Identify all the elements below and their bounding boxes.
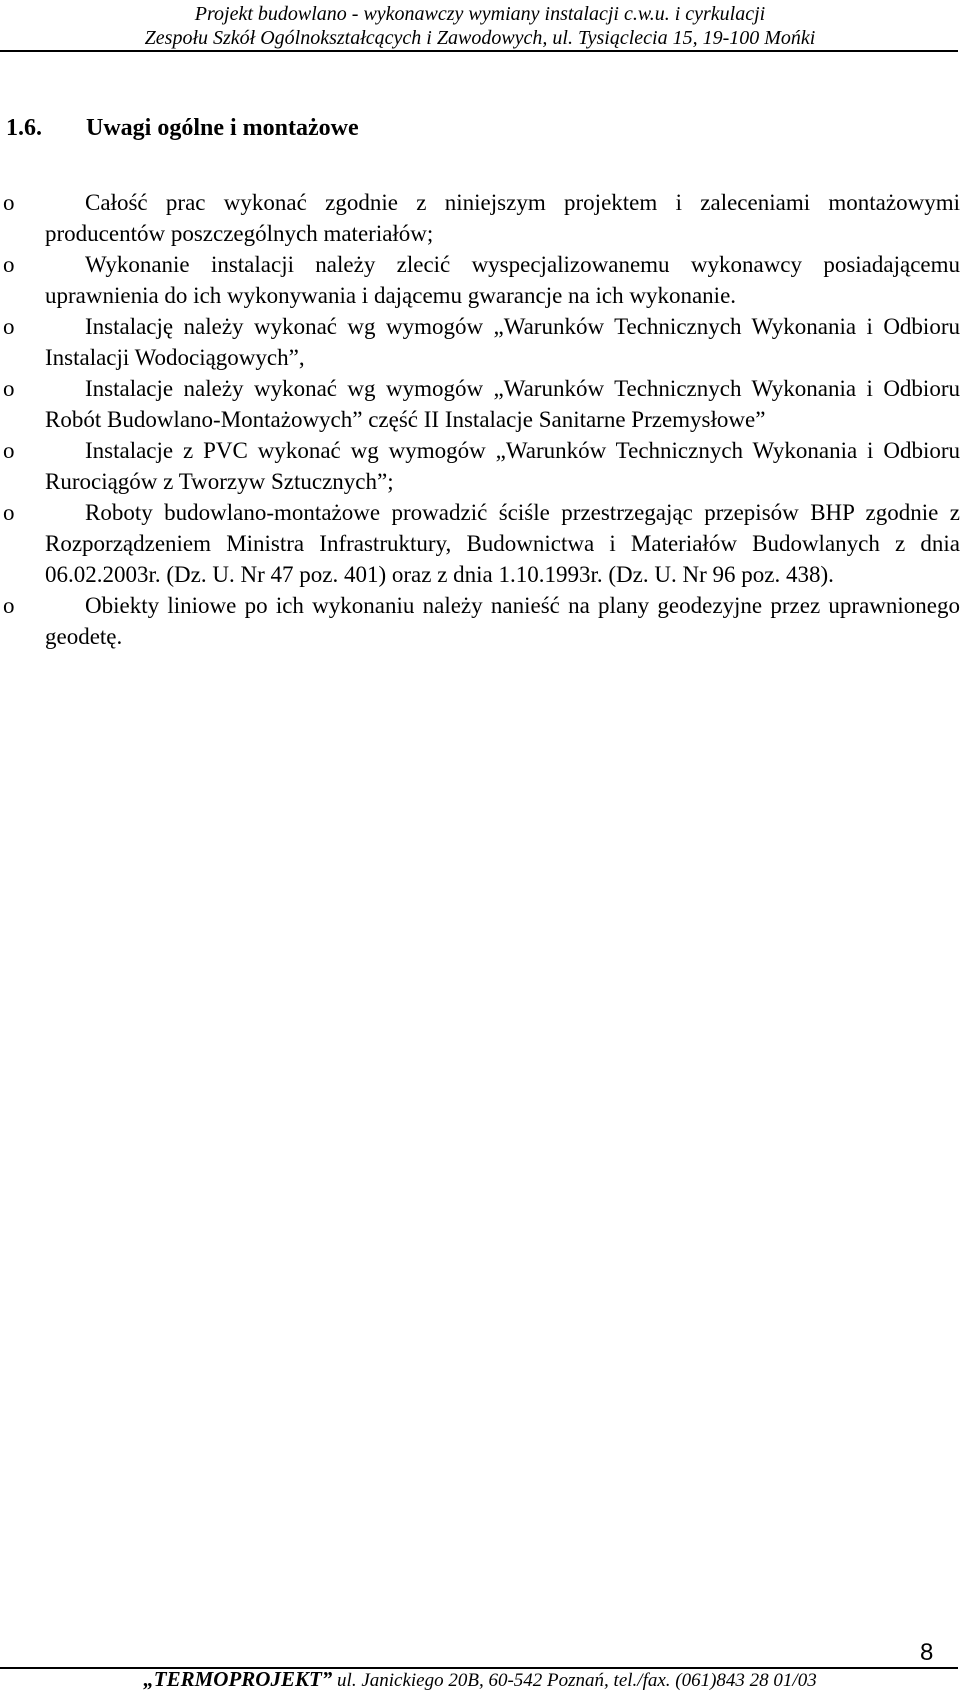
page-number: 8 <box>920 1639 934 1666</box>
footer-address: ul. Janickiego 20B, 60-542 Poznań, tel./fax. (061)843 28 01/03 <box>332 1670 817 1691</box>
list-item <box>0 435 960 497</box>
remark-text: Roboty budowlano-montażowe prowadzić ściśle przestrzegając przepisów BHP zgodnie z Rozporządzeniem Ministra Infrastruktury, Budownictwa i Materiałów Budowlanych z dnia 06.02.2003r. (Dz. U. Nr 47 poz. 401) oraz z dnia 1.10.1993r. (Dz. U. Nr 96 poz. 438). <box>45 500 960 587</box>
page-header <box>0 0 960 50</box>
list-item <box>0 187 960 249</box>
bullet-marker: o <box>3 593 15 618</box>
section-heading <box>6 112 359 144</box>
page-footer <box>0 1668 960 1692</box>
remark-text: Instalację należy wykonać wg wymogów „Warunków Technicznych Wykonania i Odbioru Instalacji Wodociągowych”, <box>45 314 960 370</box>
footer-company-name: „TERMOPROJEKT” <box>143 1667 333 1691</box>
section-title: Uwagi ogólne i montażowe <box>86 115 359 141</box>
list-item <box>0 311 960 373</box>
list-item <box>0 249 960 311</box>
bullet-marker: o <box>3 190 15 215</box>
remark-text: Instalacje należy wykonać wg wymogów „Warunków Technicznych Wykonania i Odbioru Robót Budowlano-Montażowych” część II Instalacje Sanitarne Przemysłowe” <box>45 376 960 432</box>
bullet-marker: o <box>3 438 15 463</box>
list-item <box>0 373 960 435</box>
list-item <box>0 590 960 652</box>
remarks-list <box>0 187 960 652</box>
section-number: 1.6. <box>6 115 42 141</box>
remark-text: Wykonanie instalacji należy zlecić wyspecjalizowanemu wykonawcy posiadającemu uprawnienia do ich wykonywania i dającemu gwarancje na ich wykonanie. <box>45 252 960 308</box>
bullet-marker: o <box>3 500 15 525</box>
bullet-marker: o <box>3 252 15 277</box>
remark-text: Instalacje z PVC wykonać wg wymogów „Warunków Technicznych Wykonania i Odbioru Rurociągów z Tworzyw Sztucznych”; <box>45 438 960 494</box>
remark-text: Całość prac wykonać zgodnie z niniejszym projektem i zaleceniami montażowymi producentów poszczególnych materiałów; <box>45 190 960 246</box>
remark-text: Obiekty liniowe po ich wykonaniu należy nanieść na plany geodezyjne przez uprawnionego geodetę. <box>45 593 960 649</box>
list-item <box>0 497 960 590</box>
header-school-address: Zespołu Szkół Ogólnokształcących i Zawodowych, ul. Tysiąclecia 15, 19-100 Mońki <box>144 27 816 49</box>
header-divider <box>0 50 958 52</box>
header-project-title: Projekt budowlano - wykonawczy wymiany instalacji c.w.u. i cyrkulacji <box>194 3 766 25</box>
bullet-marker: o <box>3 314 15 339</box>
bullet-marker: o <box>3 376 15 401</box>
